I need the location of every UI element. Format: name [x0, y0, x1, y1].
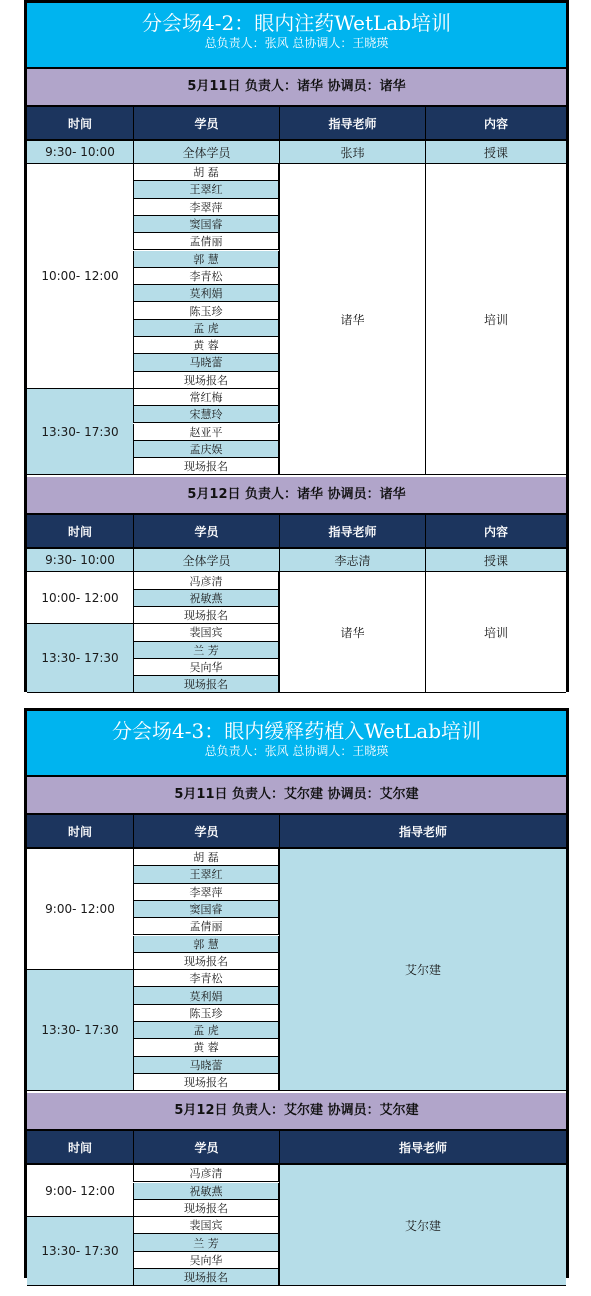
student-name: 窦国睿 — [133, 216, 279, 233]
panel-title: 分会场4-3：眼内缓释药植入WetLab培训 — [111, 719, 481, 743]
day-heading: 5月12日 负责人：艾尔建 协调员：艾尔建 — [27, 1093, 566, 1131]
student-name: 黄 蓉 — [133, 1039, 279, 1056]
student-name: 兰 芳 — [133, 1234, 279, 1251]
student-name: 祝敏燕 — [133, 1183, 279, 1200]
student-name: 郭 慧 — [133, 251, 279, 268]
panel-header — [27, 711, 566, 777]
lecture-content: 授课 — [425, 141, 566, 163]
instructor-cell: 艾尔建 — [279, 849, 566, 1091]
student-name: 现场报名 — [133, 1269, 279, 1286]
column-header: 时间 — [67, 116, 92, 131]
column-header: 时间 — [67, 524, 92, 539]
student-name: 宋慧玲 — [133, 406, 279, 423]
student-name: 现场报名 — [133, 607, 279, 624]
student-name: 赵亚平 — [133, 424, 279, 441]
student-name: 现场报名 — [133, 1200, 279, 1217]
column-header: 学员 — [133, 107, 279, 139]
student-name: 孟倩丽 — [133, 918, 279, 935]
student-name: 兰 芳 — [133, 642, 279, 659]
student-name: 窦国睿 — [133, 901, 279, 918]
session-time: 9:00- 12:00 — [27, 1165, 133, 1217]
student-name: 李青松 — [133, 268, 279, 285]
student-name: 吴向华 — [133, 659, 279, 676]
student-name: 孟庆娱 — [133, 441, 279, 458]
student-name: 孟 虎 — [133, 1022, 279, 1039]
day-heading: 5月11日 负责人：艾尔建 协调员：艾尔建 — [27, 777, 566, 815]
student-name: 裴国宾 — [133, 1217, 279, 1234]
column-header: 指导老师 — [279, 515, 425, 547]
panel-subtitle: 总负责人：张风 总协调人：王晓瑛 — [204, 744, 389, 758]
student-name: 现场报名 — [133, 676, 279, 693]
student-name: 胡 磊 — [133, 849, 279, 866]
lecture-teacher: 李志清 — [279, 549, 425, 571]
instructor-cell: 诸华 — [279, 572, 425, 693]
session-time: 13:30- 17:30 — [27, 970, 133, 1091]
panel-header — [27, 3, 566, 69]
lecture-student: 全体学员 — [133, 549, 279, 571]
session-time: 9:00- 12:00 — [27, 849, 133, 970]
lecture-content: 授课 — [425, 549, 566, 571]
session-time: 10:00- 12:00 — [27, 164, 133, 389]
student-name: 祝敏燕 — [133, 590, 279, 607]
instructor-cell: 诸华 — [279, 164, 425, 475]
student-name: 吴向华 — [133, 1252, 279, 1269]
student-name: 现场报名 — [133, 458, 279, 475]
column-header: 指导老师 — [279, 815, 566, 847]
content-cell: 培训 — [425, 164, 566, 475]
student-name: 马晓蕾 — [133, 1057, 279, 1074]
session-time: 13:30- 17:30 — [27, 389, 133, 476]
student-name: 孟 虎 — [133, 320, 279, 337]
student-name: 李翠萍 — [133, 884, 279, 901]
student-name: 李翠萍 — [133, 199, 279, 216]
day-heading: 5月11日 负责人：诸华 协调员：诸华 — [27, 69, 566, 107]
student-name: 现场报名 — [133, 953, 279, 970]
student-name: 常红梅 — [133, 389, 279, 406]
session-time: 13:30- 17:30 — [27, 624, 133, 693]
panel-subtitle: 总负责人：张风 总协调人：王晓瑛 — [204, 36, 389, 50]
student-name: 李青松 — [133, 970, 279, 987]
student-name: 陈玉珍 — [133, 302, 279, 319]
student-name: 郭 慧 — [133, 936, 279, 953]
column-header: 学员 — [133, 515, 279, 547]
column-header: 内容 — [425, 515, 566, 547]
lecture-student: 全体学员 — [133, 141, 279, 163]
lecture-time: 9:30- 10:00 — [27, 549, 133, 571]
lecture-row — [27, 141, 566, 164]
column-header: 指导老师 — [279, 107, 425, 139]
student-name: 莫利娟 — [133, 987, 279, 1004]
table-header — [27, 107, 566, 141]
student-name: 王翠红 — [133, 181, 279, 198]
lecture-row — [27, 549, 566, 572]
student-name: 莫利娟 — [133, 285, 279, 302]
day-heading: 5月12日 负责人：诸华 协调员：诸华 — [27, 477, 566, 515]
student-name: 裴国宾 — [133, 624, 279, 641]
table-header — [27, 815, 566, 849]
student-name: 陈玉珍 — [133, 1005, 279, 1022]
student-name: 孟倩丽 — [133, 233, 279, 250]
panel-title: 分会场4-2：眼内注药WetLab培训 — [141, 11, 451, 35]
column-header: 内容 — [425, 107, 566, 139]
table-header — [27, 1131, 566, 1165]
student-name: 现场报名 — [133, 1074, 279, 1091]
column-header: 学员 — [133, 1131, 279, 1163]
session-time: 13:30- 17:30 — [27, 1217, 133, 1286]
table-header — [27, 515, 566, 549]
column-header: 时间 — [67, 824, 92, 839]
student-name: 冯彦清 — [133, 1165, 279, 1182]
column-header: 时间 — [67, 1140, 92, 1155]
student-name: 胡 磊 — [133, 164, 279, 181]
content-cell: 培训 — [425, 572, 566, 693]
student-name: 冯彦清 — [133, 572, 279, 589]
student-name: 马晓蕾 — [133, 354, 279, 371]
session-time: 10:00- 12:00 — [27, 572, 133, 624]
schedule-panel-4-2 — [24, 0, 569, 692]
lecture-teacher: 张玮 — [279, 141, 425, 163]
column-header: 学员 — [133, 815, 279, 847]
column-header: 指导老师 — [279, 1131, 566, 1163]
instructor-cell: 艾尔建 — [279, 1165, 566, 1286]
schedule-panel-4-3 — [24, 708, 569, 1285]
student-name: 现场报名 — [133, 372, 279, 389]
student-name: 王翠红 — [133, 866, 279, 883]
student-name: 黄 蓉 — [133, 337, 279, 354]
lecture-time: 9:30- 10:00 — [27, 141, 133, 163]
